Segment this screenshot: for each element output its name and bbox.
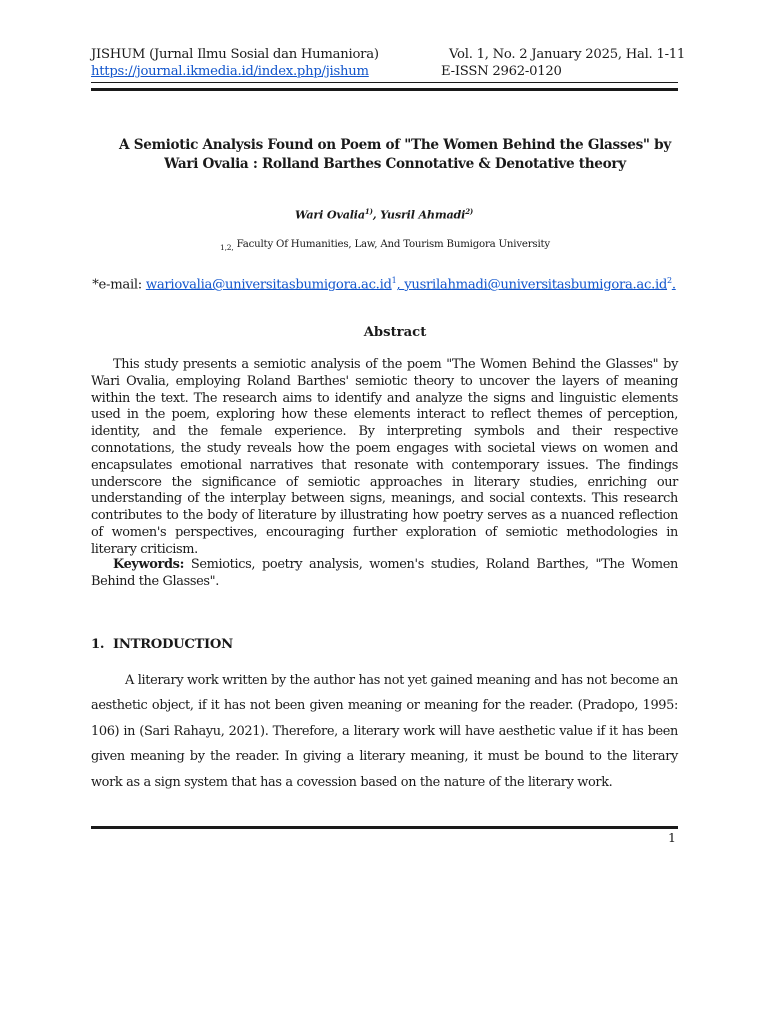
abstract-heading: Abstract	[363, 325, 427, 340]
affiliation	[0, 239, 768, 252]
keywords-label: Keywords:	[113, 557, 184, 572]
email-end: .	[671, 277, 676, 293]
footer-divider	[91, 826, 678, 829]
header-divider-thick	[91, 88, 678, 91]
journal-name: JISHUM (Jurnal Ilmu Sosial dan Humaniora)	[91, 47, 379, 62]
affiliation-marker: 1,2,	[220, 243, 234, 252]
author-name: Wari Ovalia	[294, 207, 365, 222]
section-number: 1.	[91, 637, 105, 652]
email-superscript: 2	[667, 276, 672, 285]
author-superscript: 1)	[364, 207, 373, 216]
author-superscript: 2)	[465, 207, 474, 216]
keywords	[91, 557, 678, 591]
issn: E-ISSN 2962-0120	[441, 64, 562, 79]
keywords-text: Semiotics, poetry analysis, women's studies, Roland Barthes, "The Women Behind the Glasses".	[91, 557, 678, 589]
section-title: INTRODUCTION	[113, 637, 233, 652]
author-name: Yusril Ahmadi	[380, 207, 466, 222]
email-link[interactable]: yusrilahmadi@universitasbumigora.ac.id	[404, 277, 668, 293]
section-heading	[91, 637, 233, 652]
author-separator: ,	[372, 207, 381, 222]
email-separator: ,	[396, 277, 405, 293]
journal-url-link[interactable]: https://journal.ikmedia.id/index.php/jishum	[91, 64, 369, 79]
email-link[interactable]: wariovalia@universitasbumigora.ac.id	[145, 277, 392, 293]
header-divider-thin	[91, 82, 678, 83]
email-prefix: *e-mail:	[92, 277, 146, 293]
introduction-paragraph: A literary work written by the author has not yet gained meaning and has not become an aesthetic object, if it has not been given meaning or meaning for the reader. (Pradopo, 1995: 106) in (Sari Rahayu, 2021). Therefore, a literary work will have aesthetic value if it has been given meaning by the reader. In giving a literary meaning, it must be bound to the literary work as a sign system that has a covession based on the nature of the literary work.	[91, 673, 679, 790]
abstract-body: This study presents a semiotic analysis of the poem "The Women Behind the Glasses" by Wari Ovalia, employing Roland Barthes' semiotic theory to uncover the layers of meaning within the text. The research aims to identify and analyze the signs and linguistic elements used in the poem, exploring how these elements interact to reflect themes of perception, identity, and the female experience. By interpreting symbols and their respective connotations, the study reveals how the poem engages with societal views on women and encapsulates emotional narratives that resonate with contemporary issues. The findings underscore the significance of semiotic approaches in literary studies, enriching our understanding of the interplay between signs, meanings, and social contexts. This research contributes to the body of literature by illustrating how poetry serves as a nuanced reflection of women's perspectives, encouraging further exploration of semiotic methodologies in literary criticism.	[91, 357, 678, 557]
volume-info: Vol. 1, No. 2 January 2025, Hal. 1-11	[449, 47, 686, 62]
email-superscript: 1	[391, 276, 397, 285]
page-number: 1	[668, 830, 676, 845]
affiliation-text: Faculty Of Humanities, Law, And Tourism Bumigora University	[233, 239, 550, 250]
author-line	[0, 207, 768, 222]
email-line	[0, 276, 768, 292]
paper-title: A Semiotic Analysis Found on Poem of "The Women Behind the Glasses" by Wari Ovalia : Rolland Barthes Connotative & Denotative theory	[119, 137, 671, 172]
